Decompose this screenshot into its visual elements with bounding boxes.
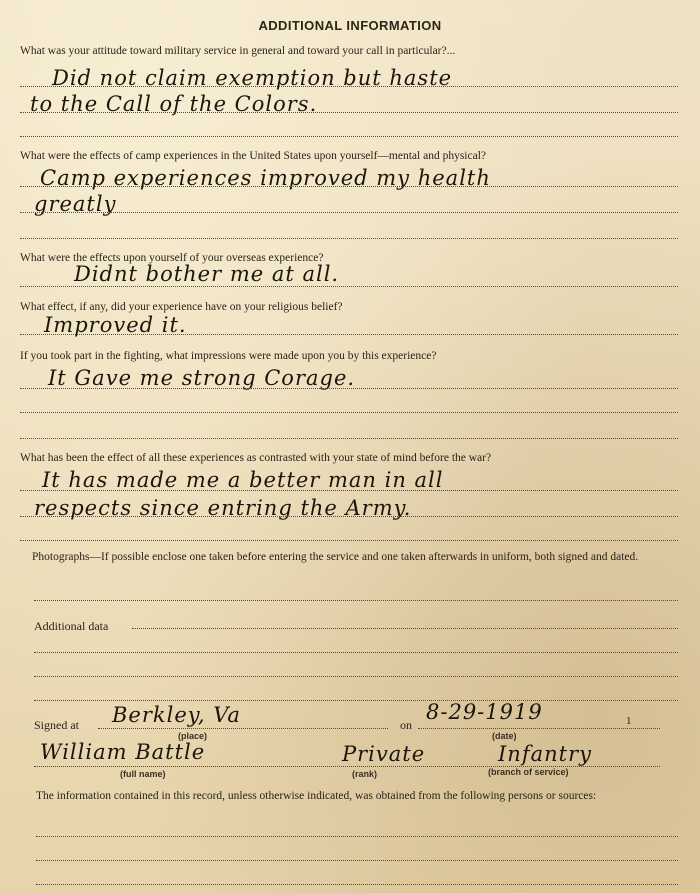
rank-value: Private bbox=[342, 742, 426, 766]
branch-caption: (branch of service) bbox=[488, 767, 569, 777]
answer-line bbox=[20, 388, 678, 389]
answer-fighting-impressions: It Gave me strong Corage. bbox=[48, 366, 356, 390]
answer-line bbox=[34, 676, 678, 677]
question-state-of-mind: What has been the effect of all these experiences as contrasted with your state of mind before the war? bbox=[20, 452, 492, 464]
signed-date-value: 8-29-1919 bbox=[426, 700, 543, 724]
answer-line bbox=[20, 238, 678, 239]
question-religious-belief: What effect, if any, did your experience have on your religious belief? bbox=[20, 301, 343, 313]
answer-state-of-mind-line-1: It has made me a better man in all bbox=[42, 468, 444, 492]
question-fighting-impressions: If you took part in the fighting, what impressions were made upon you by this experience? bbox=[20, 350, 437, 362]
answer-state-of-mind-line-2: respects since entring the Army. bbox=[34, 496, 412, 520]
date-caption: (date) bbox=[492, 731, 517, 741]
answer-military-attitude-line-1: Did not claim exemption but haste bbox=[52, 66, 453, 90]
answer-line bbox=[36, 884, 678, 885]
answer-line bbox=[20, 412, 678, 413]
on-label: on bbox=[400, 718, 412, 732]
answer-line bbox=[20, 516, 678, 517]
answer-line bbox=[20, 286, 678, 287]
answer-line bbox=[20, 334, 678, 335]
answer-line bbox=[132, 628, 678, 629]
answer-line bbox=[20, 490, 678, 491]
page-title: ADDITIONAL INFORMATION bbox=[258, 18, 442, 33]
branch-value: Infantry bbox=[498, 742, 592, 766]
answer-military-attitude-line-2: to the Call of the Colors. bbox=[30, 92, 318, 116]
additional-data-label: Additional data bbox=[34, 619, 109, 633]
signature-mark: 1 bbox=[626, 715, 632, 727]
answer-line bbox=[20, 212, 678, 213]
answer-line bbox=[20, 136, 678, 137]
answer-overseas-effects: Didnt bother me at all. bbox=[74, 262, 340, 286]
answer-line bbox=[20, 540, 678, 541]
answer-line bbox=[36, 836, 678, 837]
answer-religious-belief: Improved it. bbox=[44, 313, 187, 337]
answer-line bbox=[20, 112, 678, 113]
answer-line bbox=[20, 86, 678, 87]
answer-line bbox=[20, 186, 678, 187]
photographs-instructions: Photographs—If possible enclose one taken before entering the service and one taken afterwards in uniform, both signed and dated. bbox=[32, 551, 639, 563]
place-caption: (place) bbox=[178, 731, 208, 741]
signed-place-value: Berkley, Va bbox=[112, 703, 241, 727]
question-overseas-effects: What were the effects upon yourself of your overseas experience? bbox=[20, 252, 324, 264]
answer-line bbox=[36, 860, 678, 861]
answer-line bbox=[98, 728, 388, 729]
answer-line bbox=[20, 438, 678, 439]
answer-camp-effects-line-2: greatly bbox=[34, 192, 117, 216]
signed-at-label: Signed at bbox=[34, 718, 79, 732]
answer-line bbox=[34, 652, 678, 653]
full-name-caption: (full name) bbox=[120, 769, 166, 779]
full-name-value: William Battle bbox=[40, 740, 206, 764]
answer-line bbox=[418, 728, 660, 729]
rank-caption: (rank) bbox=[352, 769, 378, 779]
question-military-attitude: What was your attitude toward military service in general and toward your call in particular?... bbox=[20, 45, 456, 57]
question-camp-effects: What were the effects of camp experiences in the United States upon yourself—mental and physical? bbox=[20, 150, 487, 162]
answer-line bbox=[34, 700, 678, 701]
sources-statement: The information contained in this record, unless otherwise indicated, was obtained from the following persons or sources: bbox=[36, 790, 597, 802]
answer-line bbox=[34, 600, 678, 601]
answer-camp-effects-line-1: Camp experiences improved my health bbox=[40, 166, 491, 190]
